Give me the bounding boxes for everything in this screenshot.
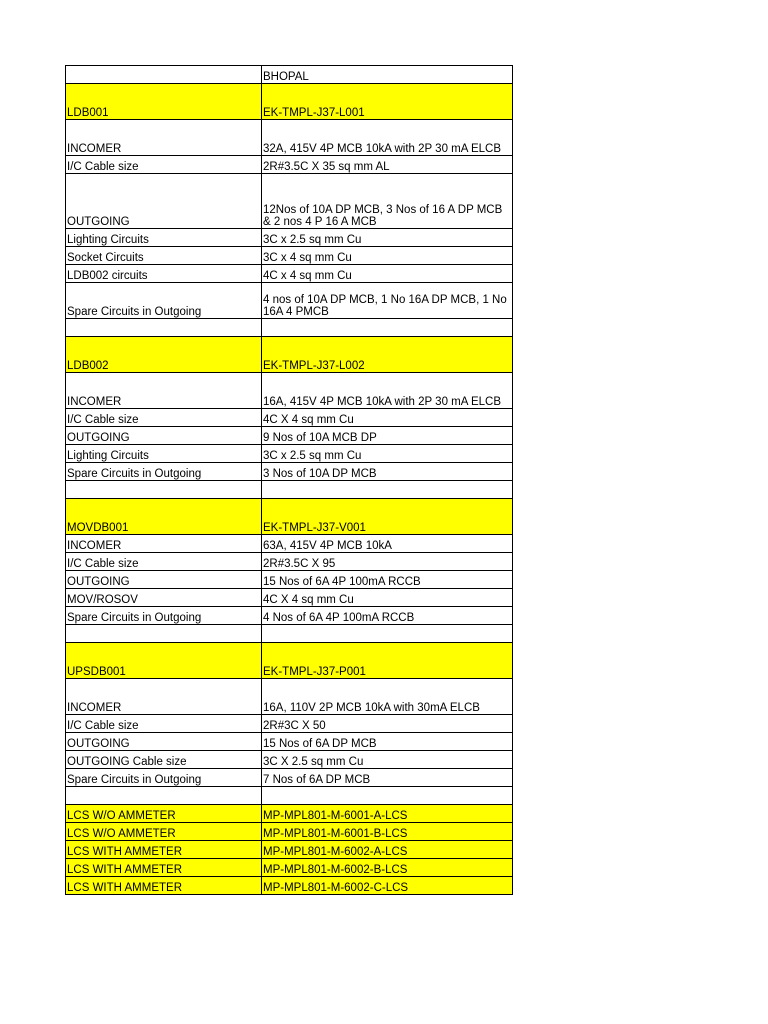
cell-item-name[interactable]: LDB002	[66, 337, 262, 373]
cell-item-name[interactable]	[66, 319, 262, 337]
cell-item-name[interactable]: Lighting Circuits	[66, 445, 262, 463]
spreadsheet-body	[66, 66, 513, 895]
table-row	[66, 787, 513, 805]
cell-item-name[interactable]: OUTGOING	[66, 733, 262, 751]
cell-item-value[interactable]: 9 Nos of 10A MCB DP	[262, 427, 513, 445]
table-row	[66, 553, 513, 571]
cell-item-value[interactable]: MP-MPL801-M-6001-B-LCS	[262, 823, 513, 841]
table-row	[66, 805, 513, 823]
cell-item-value[interactable]: EK-TMPL-J37-L002	[262, 337, 513, 373]
cell-item-value[interactable]: 3C x 2.5 sq mm Cu	[262, 229, 513, 247]
cell-item-name[interactable]: OUTGOING Cable size	[66, 751, 262, 769]
table-row	[66, 841, 513, 859]
cell-item-value[interactable]: 15 Nos of 6A 4P 100mA RCCB	[262, 571, 513, 589]
table-row	[66, 823, 513, 841]
cell-item-name[interactable]: I/C Cable size	[66, 715, 262, 733]
cell-item-value[interactable]	[262, 481, 513, 499]
table-row	[66, 120, 513, 156]
cell-item-name[interactable]: I/C Cable size	[66, 156, 262, 174]
cell-item-name[interactable]: LCS W/O AMMETER	[66, 823, 262, 841]
table-row	[66, 769, 513, 787]
cell-item-name[interactable]	[66, 66, 262, 84]
table-row	[66, 715, 513, 733]
cell-item-value[interactable]: EK-TMPL-J37-L001	[262, 84, 513, 120]
table-row	[66, 229, 513, 247]
cell-item-value[interactable]: 4C X 4 sq mm Cu	[262, 589, 513, 607]
cell-item-value[interactable]: 16A, 415V 4P MCB 10kA with 2P 30 mA ELCB	[262, 373, 513, 409]
table-row	[66, 337, 513, 373]
table-row	[66, 535, 513, 553]
cell-item-name[interactable]: OUTGOING	[66, 571, 262, 589]
cell-item-value[interactable]: 12Nos of 10A DP MCB, 3 Nos of 16 A DP MCB & 2 nos 4 P 16 A MCB	[262, 174, 513, 229]
table-row	[66, 247, 513, 265]
table-row	[66, 373, 513, 409]
cell-item-name[interactable]: UPSDB001	[66, 643, 262, 679]
table-row	[66, 859, 513, 877]
cell-item-value[interactable]: 4 nos of 10A DP MCB, 1 No 16A DP MCB, 1 No 16A 4 PMCB	[262, 283, 513, 319]
cell-item-value[interactable]: 7 Nos of 6A DP MCB	[262, 769, 513, 787]
cell-item-name[interactable]: LDB002 circuits	[66, 265, 262, 283]
cell-item-name[interactable]: LDB001	[66, 84, 262, 120]
table-row	[66, 84, 513, 120]
cell-item-name[interactable]	[66, 481, 262, 499]
cell-item-value[interactable]: EK-TMPL-J37-V001	[262, 499, 513, 535]
cell-item-name[interactable]: Spare Circuits in Outgoing	[66, 283, 262, 319]
cell-item-value[interactable]	[262, 625, 513, 643]
cell-item-value[interactable]: 2R#3.5C X 95	[262, 553, 513, 571]
cell-item-name[interactable]: Spare Circuits in Outgoing	[66, 607, 262, 625]
cell-item-value[interactable]: 3 Nos of 10A DP MCB	[262, 463, 513, 481]
cell-item-name[interactable]: MOV/ROSOV	[66, 589, 262, 607]
cell-item-name[interactable]: MOVDB001	[66, 499, 262, 535]
cell-item-value[interactable]: 3C x 4 sq mm Cu	[262, 247, 513, 265]
cell-item-name[interactable]: OUTGOING	[66, 427, 262, 445]
cell-item-value[interactable]: 3C X 2.5 sq mm Cu	[262, 751, 513, 769]
cell-item-name[interactable]: LCS WITH AMMETER	[66, 841, 262, 859]
cell-item-name[interactable]: Lighting Circuits	[66, 229, 262, 247]
table-row	[66, 499, 513, 535]
cell-item-name[interactable]: Spare Circuits in Outgoing	[66, 769, 262, 787]
table-row	[66, 156, 513, 174]
table-row	[66, 877, 513, 895]
cell-item-value[interactable]	[262, 319, 513, 337]
table-row	[66, 283, 513, 319]
cell-item-value[interactable]: MP-MPL801-M-6002-B-LCS	[262, 859, 513, 877]
cell-item-value[interactable]: 16A, 110V 2P MCB 10kA with 30mA ELCB	[262, 679, 513, 715]
cell-item-name[interactable]: OUTGOING	[66, 174, 262, 229]
table-row	[66, 751, 513, 769]
cell-item-name[interactable]: INCOMER	[66, 373, 262, 409]
cell-item-name[interactable]: LCS WITH AMMETER	[66, 859, 262, 877]
cell-item-value[interactable]: 4C x 4 sq mm Cu	[262, 265, 513, 283]
cell-item-value[interactable]: 2R#3.5C X 35 sq mm AL	[262, 156, 513, 174]
cell-item-value[interactable]: 3C x 2.5 sq mm Cu	[262, 445, 513, 463]
cell-item-name[interactable]: LCS WITH AMMETER	[66, 877, 262, 895]
cell-item-value[interactable]: 4C X 4 sq mm Cu	[262, 409, 513, 427]
table-row	[66, 174, 513, 229]
cell-item-name[interactable]: I/C Cable size	[66, 553, 262, 571]
cell-item-value[interactable]: MP-MPL801-M-6001-A-LCS	[262, 805, 513, 823]
cell-item-value[interactable]: EK-TMPL-J37-P001	[262, 643, 513, 679]
cell-item-name[interactable]: INCOMER	[66, 120, 262, 156]
table-row	[66, 571, 513, 589]
cell-item-name[interactable]: I/C Cable size	[66, 409, 262, 427]
spreadsheet-table	[65, 65, 513, 895]
cell-item-value[interactable]: 2R#3C X 50	[262, 715, 513, 733]
table-row	[66, 733, 513, 751]
cell-item-name[interactable]	[66, 625, 262, 643]
table-row	[66, 589, 513, 607]
table-row	[66, 409, 513, 427]
cell-item-value[interactable]: 63A, 415V 4P MCB 10kA	[262, 535, 513, 553]
cell-item-name[interactable]: Socket Circuits	[66, 247, 262, 265]
cell-item-value[interactable]	[262, 787, 513, 805]
cell-item-value[interactable]: 15 Nos of 6A DP MCB	[262, 733, 513, 751]
cell-item-value[interactable]: BHOPAL	[262, 66, 513, 84]
table-row	[66, 265, 513, 283]
cell-item-value[interactable]: 32A, 415V 4P MCB 10kA with 2P 30 mA ELCB	[262, 120, 513, 156]
table-row	[66, 427, 513, 445]
cell-item-name[interactable]: LCS W/O AMMETER	[66, 805, 262, 823]
table-row	[66, 607, 513, 625]
cell-item-name[interactable]: INCOMER	[66, 679, 262, 715]
cell-item-value[interactable]: MP-MPL801-M-6002-C-LCS	[262, 877, 513, 895]
table-row	[66, 319, 513, 337]
table-row	[66, 445, 513, 463]
table-row	[66, 643, 513, 679]
cell-item-value[interactable]: MP-MPL801-M-6002-A-LCS	[262, 841, 513, 859]
table-row	[66, 463, 513, 481]
table-row	[66, 679, 513, 715]
cell-item-value[interactable]: 4 Nos of 6A 4P 100mA RCCB	[262, 607, 513, 625]
table-row	[66, 66, 513, 84]
table-row	[66, 625, 513, 643]
cell-item-name[interactable]	[66, 787, 262, 805]
cell-item-name[interactable]: Spare Circuits in Outgoing	[66, 463, 262, 481]
table-row	[66, 481, 513, 499]
cell-item-name[interactable]: INCOMER	[66, 535, 262, 553]
